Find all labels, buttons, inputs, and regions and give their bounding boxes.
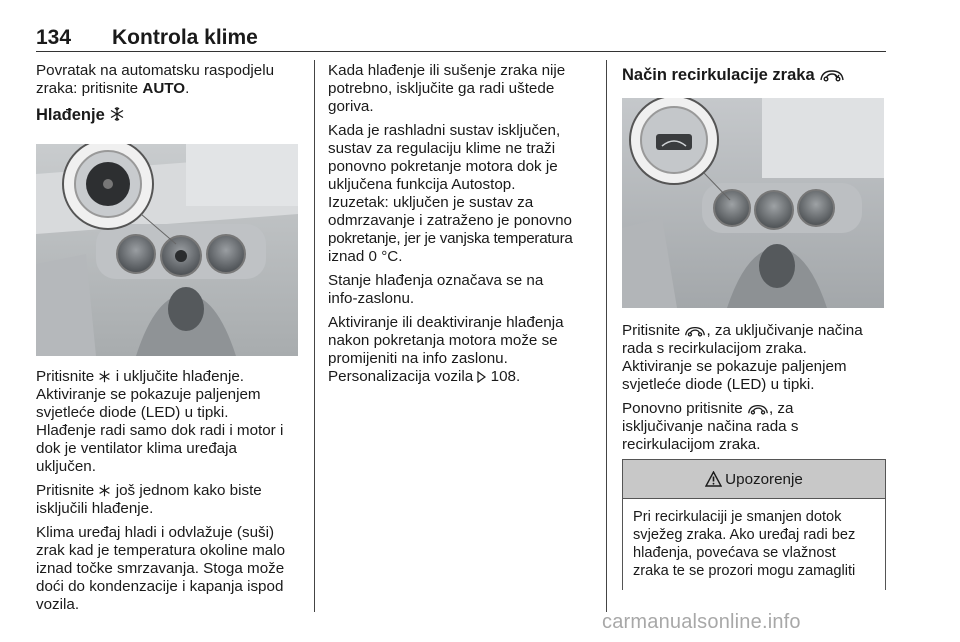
- recirculation-heading-text: Način recirkulacije zraka: [622, 66, 815, 84]
- text-line: uključena funkcija Autostop.: [328, 176, 516, 193]
- text-line: svjetleće diode (LED) u tipki.: [36, 404, 229, 421]
- text-line: Pritisnite: [622, 322, 685, 339]
- recirculation-icon: [747, 403, 769, 415]
- warning-box: [622, 459, 886, 590]
- warning-title: Upozorenje: [725, 470, 803, 488]
- text-line: Izuzetak: uključen je sustav za: [328, 194, 534, 211]
- recirculation-icon: [819, 68, 845, 82]
- recirculation-heading: [622, 66, 884, 84]
- page-header: [36, 26, 886, 52]
- text-line: iznad točke smrzavanja. Stoga može: [36, 560, 285, 577]
- recirculation-control-photo: [622, 98, 884, 308]
- text-line: info-zaslonu.: [328, 290, 415, 307]
- text-line: Hlađenje radi samo dok radi i motor i: [36, 422, 284, 439]
- col2-paragraph-2: [328, 122, 598, 266]
- column-2: [328, 62, 598, 392]
- cooling-heading-text: Hlađenje: [36, 106, 105, 124]
- text-line: nakon pokretanja motora može se: [328, 332, 558, 349]
- intro-paragraph: [36, 62, 306, 98]
- warning-header: [623, 460, 885, 499]
- text-line: isključivanje načina rada s: [622, 418, 799, 435]
- text-line: vozila.: [36, 596, 80, 613]
- header-divider: [36, 51, 886, 52]
- intro-line: zraka: pritisnite: [36, 80, 143, 97]
- text-line: Kada hlađenje ili sušenje zraka nije: [328, 62, 566, 79]
- recirculation-paragraph-2: [622, 400, 884, 454]
- text-line: Kada je rashladni sustav isključen,: [328, 122, 561, 139]
- text-line: Aktiviranje ili deaktiviranje hlađenja: [328, 314, 564, 331]
- cooling-paragraph-2: [36, 482, 306, 518]
- page-number: 134: [36, 26, 72, 49]
- text-line: svjetleće diode (LED) u tipki.: [622, 376, 815, 393]
- text-line: Personalizacija vozila: [328, 368, 478, 385]
- text-line: Stanje hlađenja označava se na: [328, 272, 544, 289]
- text-line: Pri recirkulaciji je smanjen dotok: [633, 509, 842, 525]
- col2-paragraph-3: [328, 272, 598, 308]
- auto-keyword: AUTO: [142, 80, 186, 97]
- text-line: zraka te se prozori mogu zamagliti: [633, 563, 856, 579]
- watermark: carmanualsonline.info: [602, 611, 801, 633]
- cooling-control-photo: [36, 144, 298, 356]
- recirculation-icon: [684, 325, 706, 337]
- cooling-paragraph-1: [36, 368, 306, 476]
- text-line: iznad 0 °C.: [328, 248, 403, 265]
- intro-line: Povratak na automatsku raspodjelu: [36, 62, 275, 79]
- text-line: promijeniti na info zaslonu.: [328, 350, 508, 367]
- cooling-paragraph-3: [36, 524, 306, 614]
- text-line: hlađenja, povećava se vlažnost: [633, 545, 836, 561]
- snowflake-icon: [98, 370, 111, 383]
- text-line: odmrzavanje i zatraženo je ponovno: [328, 212, 572, 229]
- text-line: potrebno, isključite ga radi uštede: [328, 80, 555, 97]
- text-line: doći do kondenzacije i kapanja ispod: [36, 578, 284, 595]
- text-line: sustav za regulaciju klime ne traži: [328, 140, 556, 157]
- text-line: rada s recirkulacijom zraka.: [622, 340, 807, 357]
- text-line: recirkulacijom zraka.: [622, 436, 761, 453]
- text-line: Aktiviranje se pokazuje paljenjem: [36, 386, 261, 403]
- column-divider-2: [606, 60, 607, 612]
- text-line: zrak kad je temperatura okoline malo: [36, 542, 286, 559]
- text-line: i uključite hlađenje.: [111, 368, 245, 385]
- text-line: Pritisnite: [36, 368, 99, 385]
- snowflake-icon: [98, 484, 111, 497]
- text-line: Klima uređaj hladi i odvlažuje (suši): [36, 524, 275, 541]
- cooling-heading: [36, 106, 306, 124]
- text-line: , za: [768, 400, 794, 417]
- column-1: [36, 62, 306, 134]
- col2-paragraph-4: [328, 314, 598, 386]
- text-line: još jednom kako biste: [111, 482, 262, 499]
- column-3: [622, 62, 884, 94]
- col2-paragraph-1: [328, 62, 598, 116]
- text-line: Aktiviranje se pokazuje paljenjem: [622, 358, 847, 375]
- column-divider-1: [314, 60, 315, 612]
- text-line: Ponovno pritisnite: [622, 400, 747, 417]
- text-line: pokretanje, jer je vanjska temperatura: [328, 230, 573, 247]
- warning-body: [623, 499, 885, 580]
- intro-line: .: [185, 80, 190, 97]
- recirculation-paragraph-1: [622, 322, 884, 394]
- section-title: Kontrola klime: [112, 26, 258, 49]
- snowflake-icon: [109, 106, 125, 122]
- text-line: , za uključivanje načina: [706, 322, 863, 339]
- page-reference-link[interactable]: 108.: [486, 368, 521, 385]
- text-line: goriva.: [328, 98, 374, 115]
- text-line: uključen.: [36, 458, 96, 475]
- warning-triangle-icon: [705, 471, 722, 487]
- text-line: isključili hlađenje.: [36, 500, 154, 517]
- text-line: svježeg zraka. Ako uređaj radi bez: [633, 527, 856, 543]
- text-line: dok je ventilator klima uređaja: [36, 440, 237, 457]
- column-1-lower: [36, 368, 306, 620]
- text-line: ponovno pokretanje motora dok je: [328, 158, 558, 175]
- column-3-lower: [622, 322, 884, 460]
- text-line: Pritisnite: [36, 482, 99, 499]
